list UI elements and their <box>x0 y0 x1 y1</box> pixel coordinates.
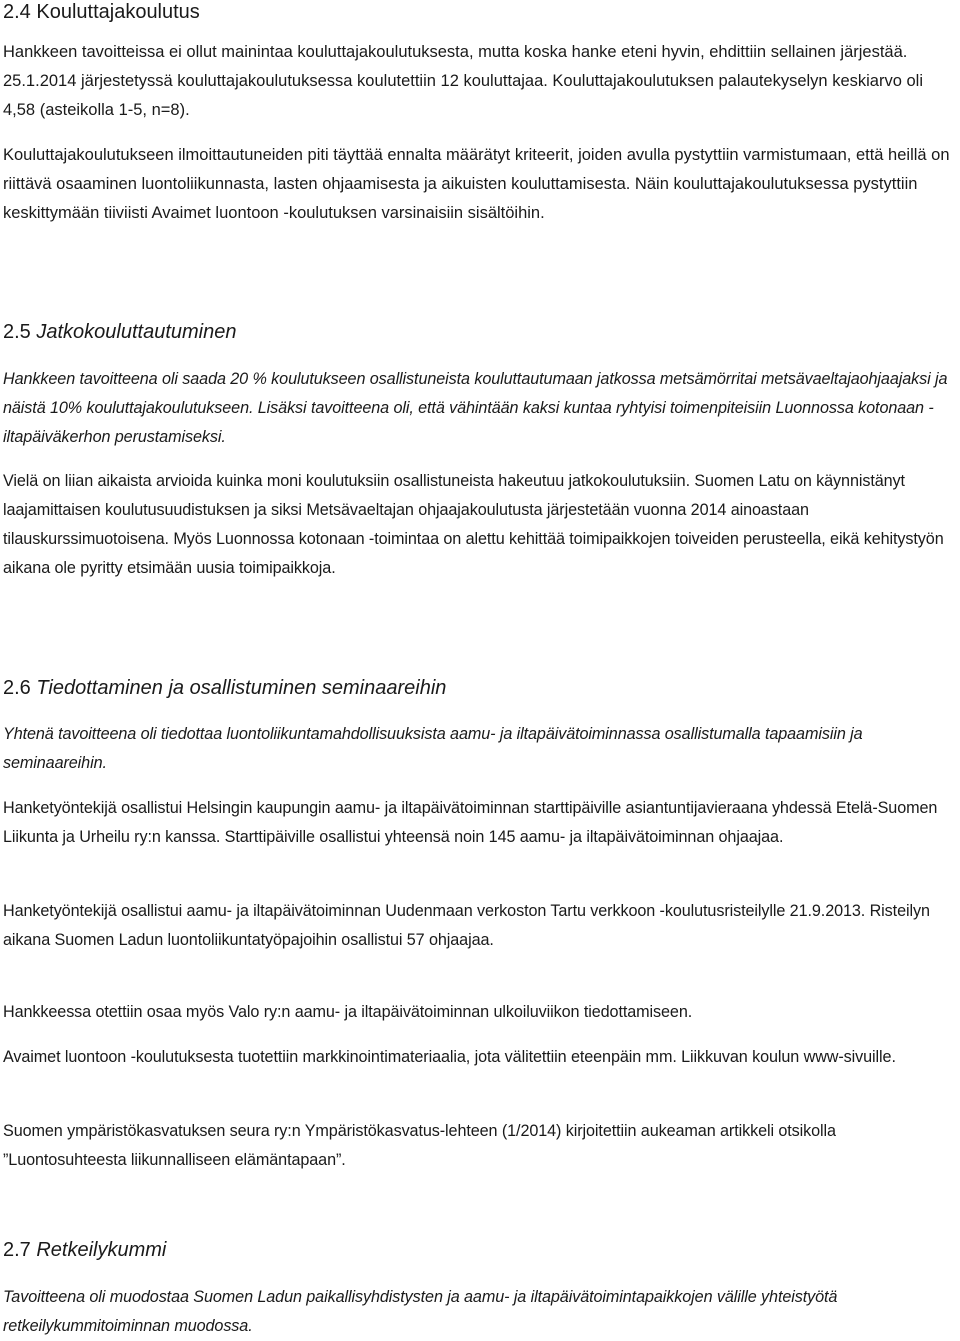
section-number: 2.7 <box>3 1239 37 1261</box>
section-title: Kouluttajakoulutus <box>36 1 200 23</box>
paragraph: Hankkeessa otettiin osaa myös Valo ry:n aamu- ja iltapäivätoiminnan ulkoiluviikon tiedottamiseen. <box>3 1003 693 1021</box>
paragraph: Hanketyöntekijä osallistui aamu- ja iltapäivätoiminnan Uudenmaan verkoston Tartu verkkoon -koulutusristeilylle 21.9.2013. Risteilyn aikana Suomen Ladun luontoliikuntatyöpajoihin osallistui 57 ohjaajaa. <box>3 902 930 949</box>
section-heading-2-7 <box>3 1238 166 1262</box>
paragraph: Kouluttajakoulutukseen ilmoittautuneiden piti täyttää ennalta määrätyt kriteerit, joiden avulla pystyttiin varmistumaan, että heillä on riittävä osaaminen luontoliikunnasta, lasten ohjaamisesta ja aikuisten kouluttamisesta. Näin kouluttajakoulutuksessa pystyttiin keskittymään tiiviisti Avaimet luontoon -koulutuksen varsinaisiin sisältöihin. <box>3 146 950 222</box>
section-heading-2-6 <box>3 676 446 700</box>
paragraph: Vielä on liian aikaista arvioida kuinka moni koulutuksiin osallistuneista hakeutuu jatkokoulutuksiin. Suomen Latu on käynnistänyt laajamittaisen koulutusuudistuksen ja siksi Metsävaeltajan ohjaajakoulutusta järjestetään vuonna 2014 ainoastaan tilauskurssimuotoisena. Myös Luonnossa kotonaan -toimintaa on alettu kehittää toimipaikkojen toiveiden perusteella, eikä kehitystyön aikana ole pyritty etsimään uusia toimipaikkoja. <box>3 472 944 577</box>
section-title: Jatkokouluttautuminen <box>36 321 237 343</box>
paragraph: Hanketyöntekijä osallistui Helsingin kaupungin aamu- ja iltapäivätoiminnan starttipäiville asiantuntijavieraana yhdessä Etelä-Suomen Liikunta ja Urheilu ry:n kanssa. Starttipäiville osallistui yhteensä noin 145 aamu- ja iltapäivätoiminnan ohjaajaa. <box>3 799 938 846</box>
paragraph: Hankkeen tavoitteena oli saada 20 % koulutukseen osallistuneista kouluttautumaan jatkossa metsämörritai metsävaeltajaohjaajaksi ja näistä 10% kouluttajakoulutukseen. Lisäksi tavoitteena oli, että vähintään kaksi kuntaa ryhtyisi toimenpiteisiin Luonnossa kotonaan -iltapäiväkerhon perustamiseksi. <box>3 370 948 446</box>
paragraph: Hankkeen tavoitteissa ei ollut mainintaa kouluttajakoulutuksesta, mutta koska hanke eteni hyvin, ehdittiin sellainen järjestää. 25.1.2014 järjestetyssä kouluttajakoulutuksessa koulutettiin 12 kouluttajaa. Kouluttajakoulutuksen palautekyselyn keskiarvo oli 4,58 (asteikolla 1-5, n=8). <box>3 43 923 119</box>
section-number: 2.6 <box>3 677 37 699</box>
paragraph: Avaimet luontoon -koulutuksesta tuotettiin markkinointimateriaalia, jota välitettiin eteenpäin mm. Liikkuvan koulun www-sivuille. <box>3 1048 896 1066</box>
section-number: 2.5 <box>3 321 37 343</box>
section-title: Retkeilykummi <box>36 1239 167 1261</box>
section-heading-2-5 <box>3 320 237 344</box>
section-heading-2-4 <box>3 0 200 24</box>
paragraph: Yhtenä tavoitteena oli tiedottaa luontoliikuntamahdollisuuksista aamu- ja iltapäivätoiminnassa osallistumalla tapaamisiin ja seminaareihin. <box>3 725 863 772</box>
paragraph: Tavoitteena oli muodostaa Suomen Ladun paikallisyhdistysten ja aamu- ja iltapäivätoimintapaikkojen välille yhteistyötä retkeilykummitoiminnan muodossa. <box>3 1288 838 1335</box>
section-title: Tiedottaminen ja osallistuminen seminaareihin <box>36 677 447 699</box>
paragraph: Suomen ympäristökasvatuksen seura ry:n Ympäristökasvatus-lehteen (1/2014) kirjoitettiin aukeaman artikkeli otsikolla ”Luontosuhteesta liikunnalliseen elämäntapaan”. <box>3 1122 836 1169</box>
section-number: 2.4 <box>3 1 37 23</box>
